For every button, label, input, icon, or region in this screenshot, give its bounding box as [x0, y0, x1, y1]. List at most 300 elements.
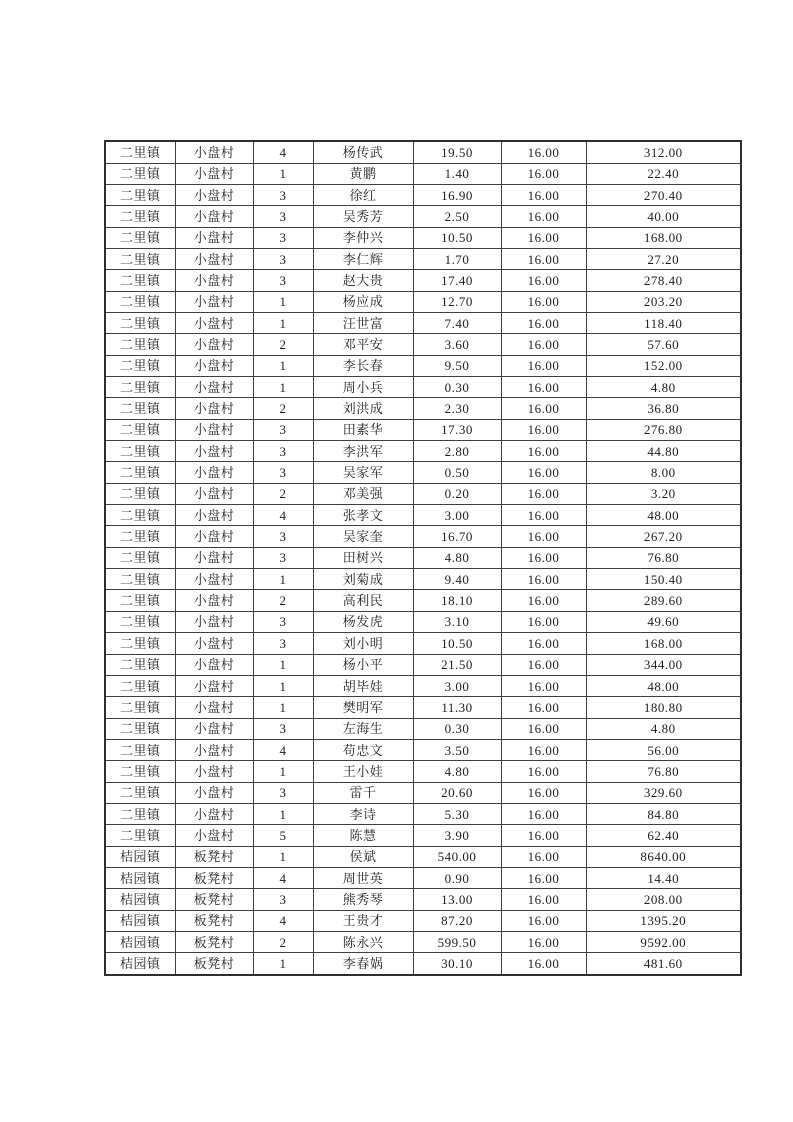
table-row [105, 718, 741, 739]
cell-count: 1 [253, 313, 313, 334]
cell-town: 二里镇 [105, 291, 175, 312]
table-body [105, 141, 741, 975]
cell-unit-price: 16.00 [501, 739, 586, 760]
cell-amount: 481.60 [586, 953, 741, 975]
cell-name: 张孝文 [313, 505, 413, 526]
cell-unit-price: 16.00 [501, 248, 586, 269]
cell-name: 汪世富 [313, 313, 413, 334]
cell-unit-price: 16.00 [501, 590, 586, 611]
cell-name: 左海生 [313, 718, 413, 739]
cell-town: 二里镇 [105, 675, 175, 696]
cell-quantity: 3.60 [413, 334, 501, 355]
table-row [105, 441, 741, 462]
cell-unit-price: 16.00 [501, 526, 586, 547]
cell-name: 李仲兴 [313, 227, 413, 248]
cell-count: 4 [253, 141, 313, 163]
cell-name: 周世英 [313, 867, 413, 888]
cell-unit-price: 16.00 [501, 846, 586, 867]
cell-quantity: 30.10 [413, 953, 501, 975]
cell-unit-price: 16.00 [501, 931, 586, 952]
cell-unit-price: 16.00 [501, 462, 586, 483]
table-row [105, 697, 741, 718]
cell-name: 陈永兴 [313, 931, 413, 952]
cell-count: 1 [253, 377, 313, 398]
cell-name: 田素华 [313, 419, 413, 440]
cell-name: 樊明军 [313, 697, 413, 718]
cell-quantity: 5.30 [413, 803, 501, 824]
cell-quantity: 2.50 [413, 206, 501, 227]
cell-unit-price: 16.00 [501, 419, 586, 440]
table-row [105, 633, 741, 654]
cell-count: 3 [253, 718, 313, 739]
cell-village: 板凳村 [175, 910, 253, 931]
cell-amount: 203.20 [586, 291, 741, 312]
cell-name: 杨应成 [313, 291, 413, 312]
cell-name: 邓美强 [313, 483, 413, 504]
table-row [105, 419, 741, 440]
cell-village: 板凳村 [175, 867, 253, 888]
cell-count: 3 [253, 782, 313, 803]
cell-unit-price: 16.00 [501, 761, 586, 782]
cell-count: 3 [253, 184, 313, 205]
cell-village: 小盘村 [175, 483, 253, 504]
cell-quantity: 3.00 [413, 505, 501, 526]
table-row [105, 547, 741, 568]
table-row [105, 334, 741, 355]
cell-name: 邓平安 [313, 334, 413, 355]
cell-amount: 27.20 [586, 248, 741, 269]
cell-amount: 8640.00 [586, 846, 741, 867]
cell-count: 5 [253, 825, 313, 846]
cell-village: 小盘村 [175, 334, 253, 355]
table-row [105, 590, 741, 611]
cell-amount: 49.60 [586, 611, 741, 632]
cell-name: 田树兴 [313, 547, 413, 568]
cell-town: 二里镇 [105, 782, 175, 803]
cell-village: 板凳村 [175, 953, 253, 975]
cell-count: 4 [253, 739, 313, 760]
cell-name: 胡毕娃 [313, 675, 413, 696]
cell-village: 小盘村 [175, 654, 253, 675]
table-row [105, 569, 741, 590]
cell-name: 侯斌 [313, 846, 413, 867]
cell-unit-price: 16.00 [501, 697, 586, 718]
cell-unit-price: 16.00 [501, 910, 586, 931]
table-row [105, 846, 741, 867]
cell-unit-price: 16.00 [501, 782, 586, 803]
cell-amount: 4.80 [586, 718, 741, 739]
cell-quantity: 0.20 [413, 483, 501, 504]
cell-unit-price: 16.00 [501, 953, 586, 975]
cell-count: 4 [253, 867, 313, 888]
cell-unit-price: 16.00 [501, 377, 586, 398]
cell-town: 二里镇 [105, 483, 175, 504]
cell-village: 板凳村 [175, 846, 253, 867]
cell-count: 1 [253, 291, 313, 312]
table-row [105, 291, 741, 312]
cell-village: 小盘村 [175, 633, 253, 654]
cell-village: 小盘村 [175, 526, 253, 547]
cell-amount: 22.40 [586, 163, 741, 184]
cell-village: 小盘村 [175, 419, 253, 440]
cell-unit-price: 16.00 [501, 141, 586, 163]
cell-town: 二里镇 [105, 697, 175, 718]
cell-name: 李春娲 [313, 953, 413, 975]
cell-count: 2 [253, 483, 313, 504]
cell-town: 二里镇 [105, 761, 175, 782]
cell-unit-price: 16.00 [501, 867, 586, 888]
cell-unit-price: 16.00 [501, 675, 586, 696]
cell-quantity: 21.50 [413, 654, 501, 675]
cell-amount: 1395.20 [586, 910, 741, 931]
cell-count: 1 [253, 675, 313, 696]
cell-name: 吴秀芳 [313, 206, 413, 227]
cell-amount: 76.80 [586, 761, 741, 782]
table-row [105, 206, 741, 227]
cell-village: 小盘村 [175, 355, 253, 376]
cell-count: 3 [253, 270, 313, 291]
table-row [105, 313, 741, 334]
cell-name: 杨小平 [313, 654, 413, 675]
cell-village: 小盘村 [175, 675, 253, 696]
cell-amount: 168.00 [586, 227, 741, 248]
cell-town: 桔园镇 [105, 867, 175, 888]
table-row [105, 782, 741, 803]
table-row [105, 825, 741, 846]
cell-village: 小盘村 [175, 398, 253, 419]
cell-quantity: 16.70 [413, 526, 501, 547]
cell-unit-price: 16.00 [501, 270, 586, 291]
cell-count: 3 [253, 441, 313, 462]
cell-town: 二里镇 [105, 825, 175, 846]
cell-quantity: 4.80 [413, 761, 501, 782]
cell-unit-price: 16.00 [501, 483, 586, 504]
cell-unit-price: 16.00 [501, 654, 586, 675]
cell-quantity: 10.50 [413, 633, 501, 654]
cell-quantity: 0.30 [413, 718, 501, 739]
cell-quantity: 10.50 [413, 227, 501, 248]
cell-name: 杨传武 [313, 141, 413, 163]
table-row [105, 462, 741, 483]
cell-count: 3 [253, 462, 313, 483]
cell-unit-price: 16.00 [501, 313, 586, 334]
table-row [105, 355, 741, 376]
cell-quantity: 3.50 [413, 739, 501, 760]
cell-village: 板凳村 [175, 931, 253, 952]
cell-name: 熊秀琴 [313, 889, 413, 910]
cell-town: 二里镇 [105, 441, 175, 462]
cell-name: 刘菊成 [313, 569, 413, 590]
cell-town: 二里镇 [105, 398, 175, 419]
cell-quantity: 540.00 [413, 846, 501, 867]
cell-count: 1 [253, 761, 313, 782]
cell-count: 3 [253, 419, 313, 440]
cell-name: 李仁辉 [313, 248, 413, 269]
cell-count: 2 [253, 590, 313, 611]
cell-village: 小盘村 [175, 141, 253, 163]
cell-town: 二里镇 [105, 355, 175, 376]
cell-quantity: 3.10 [413, 611, 501, 632]
cell-town: 二里镇 [105, 313, 175, 334]
cell-name: 刘洪成 [313, 398, 413, 419]
cell-town: 桔园镇 [105, 931, 175, 952]
cell-town: 二里镇 [105, 462, 175, 483]
cell-unit-price: 16.00 [501, 398, 586, 419]
table-row [105, 526, 741, 547]
cell-count: 3 [253, 633, 313, 654]
cell-town: 二里镇 [105, 377, 175, 398]
cell-count: 4 [253, 910, 313, 931]
cell-village: 小盘村 [175, 825, 253, 846]
cell-unit-price: 16.00 [501, 611, 586, 632]
cell-quantity: 3.00 [413, 675, 501, 696]
cell-count: 2 [253, 398, 313, 419]
cell-name: 吴家奎 [313, 526, 413, 547]
cell-quantity: 19.50 [413, 141, 501, 163]
table-row [105, 611, 741, 632]
cell-name: 陈慧 [313, 825, 413, 846]
cell-town: 二里镇 [105, 334, 175, 355]
cell-town: 二里镇 [105, 505, 175, 526]
cell-quantity: 20.60 [413, 782, 501, 803]
table-row [105, 270, 741, 291]
cell-count: 3 [253, 248, 313, 269]
payment-table [104, 140, 742, 976]
cell-village: 小盘村 [175, 697, 253, 718]
cell-count: 1 [253, 654, 313, 675]
cell-count: 1 [253, 163, 313, 184]
cell-town: 二里镇 [105, 654, 175, 675]
cell-town: 二里镇 [105, 227, 175, 248]
cell-amount: 62.40 [586, 825, 741, 846]
cell-name: 李诗 [313, 803, 413, 824]
cell-amount: 44.80 [586, 441, 741, 462]
cell-quantity: 9.40 [413, 569, 501, 590]
cell-unit-price: 16.00 [501, 803, 586, 824]
table-row [105, 803, 741, 824]
cell-amount: 152.00 [586, 355, 741, 376]
cell-town: 二里镇 [105, 270, 175, 291]
cell-name: 杨发虎 [313, 611, 413, 632]
cell-amount: 76.80 [586, 547, 741, 568]
cell-town: 二里镇 [105, 590, 175, 611]
cell-name: 周小兵 [313, 377, 413, 398]
cell-town: 二里镇 [105, 248, 175, 269]
cell-unit-price: 16.00 [501, 355, 586, 376]
cell-quantity: 18.10 [413, 590, 501, 611]
cell-village: 小盘村 [175, 739, 253, 760]
table-row [105, 141, 741, 163]
table-row [105, 739, 741, 760]
table-row [105, 248, 741, 269]
cell-quantity: 2.80 [413, 441, 501, 462]
cell-unit-price: 16.00 [501, 889, 586, 910]
cell-town: 桔园镇 [105, 889, 175, 910]
cell-amount: 48.00 [586, 505, 741, 526]
cell-quantity: 3.90 [413, 825, 501, 846]
cell-unit-price: 16.00 [501, 633, 586, 654]
cell-town: 二里镇 [105, 739, 175, 760]
cell-town: 二里镇 [105, 547, 175, 568]
cell-amount: 9592.00 [586, 931, 741, 952]
cell-amount: 150.40 [586, 569, 741, 590]
cell-quantity: 2.30 [413, 398, 501, 419]
cell-name: 李长春 [313, 355, 413, 376]
table-row [105, 483, 741, 504]
cell-town: 二里镇 [105, 419, 175, 440]
cell-village: 小盘村 [175, 462, 253, 483]
cell-village: 小盘村 [175, 377, 253, 398]
table-row [105, 505, 741, 526]
cell-village: 小盘村 [175, 313, 253, 334]
cell-count: 1 [253, 846, 313, 867]
cell-count: 1 [253, 355, 313, 376]
cell-unit-price: 16.00 [501, 547, 586, 568]
cell-village: 小盘村 [175, 761, 253, 782]
cell-town: 二里镇 [105, 141, 175, 163]
cell-unit-price: 16.00 [501, 334, 586, 355]
cell-town: 桔园镇 [105, 846, 175, 867]
cell-quantity: 16.90 [413, 184, 501, 205]
cell-village: 小盘村 [175, 718, 253, 739]
table-row [105, 227, 741, 248]
table-row [105, 953, 741, 975]
cell-unit-price: 16.00 [501, 227, 586, 248]
cell-quantity: 11.30 [413, 697, 501, 718]
cell-village: 小盘村 [175, 803, 253, 824]
cell-village: 小盘村 [175, 206, 253, 227]
cell-quantity: 17.40 [413, 270, 501, 291]
cell-village: 小盘村 [175, 590, 253, 611]
cell-amount: 329.60 [586, 782, 741, 803]
cell-village: 板凳村 [175, 889, 253, 910]
cell-quantity: 9.50 [413, 355, 501, 376]
cell-village: 小盘村 [175, 505, 253, 526]
cell-name: 黄鹏 [313, 163, 413, 184]
cell-name: 王小娃 [313, 761, 413, 782]
cell-quantity: 1.40 [413, 163, 501, 184]
cell-village: 小盘村 [175, 270, 253, 291]
cell-village: 小盘村 [175, 184, 253, 205]
cell-amount: 48.00 [586, 675, 741, 696]
cell-name: 赵大贵 [313, 270, 413, 291]
cell-village: 小盘村 [175, 569, 253, 590]
cell-town: 二里镇 [105, 206, 175, 227]
cell-village: 小盘村 [175, 227, 253, 248]
cell-amount: 3.20 [586, 483, 741, 504]
cell-amount: 267.20 [586, 526, 741, 547]
cell-amount: 289.60 [586, 590, 741, 611]
cell-unit-price: 16.00 [501, 206, 586, 227]
cell-name: 王贵才 [313, 910, 413, 931]
cell-village: 小盘村 [175, 441, 253, 462]
cell-quantity: 87.20 [413, 910, 501, 931]
cell-amount: 36.80 [586, 398, 741, 419]
table-row [105, 398, 741, 419]
cell-count: 4 [253, 505, 313, 526]
cell-name: 徐红 [313, 184, 413, 205]
cell-amount: 312.00 [586, 141, 741, 163]
cell-unit-price: 16.00 [501, 441, 586, 462]
cell-amount: 57.60 [586, 334, 741, 355]
cell-unit-price: 16.00 [501, 505, 586, 526]
cell-amount: 4.80 [586, 377, 741, 398]
table-row [105, 654, 741, 675]
cell-amount: 56.00 [586, 739, 741, 760]
cell-town: 桔园镇 [105, 953, 175, 975]
cell-village: 小盘村 [175, 163, 253, 184]
cell-amount: 40.00 [586, 206, 741, 227]
cell-town: 二里镇 [105, 718, 175, 739]
cell-count: 3 [253, 206, 313, 227]
cell-quantity: 17.30 [413, 419, 501, 440]
cell-count: 1 [253, 803, 313, 824]
cell-count: 1 [253, 569, 313, 590]
table-row [105, 184, 741, 205]
cell-town: 二里镇 [105, 803, 175, 824]
cell-quantity: 0.30 [413, 377, 501, 398]
cell-name: 李洪军 [313, 441, 413, 462]
cell-village: 小盘村 [175, 611, 253, 632]
table-row [105, 761, 741, 782]
cell-amount: 8.00 [586, 462, 741, 483]
cell-village: 小盘村 [175, 547, 253, 568]
cell-village: 小盘村 [175, 248, 253, 269]
cell-quantity: 1.70 [413, 248, 501, 269]
table-row [105, 889, 741, 910]
cell-name: 吴家军 [313, 462, 413, 483]
table-row [105, 910, 741, 931]
cell-count: 3 [253, 526, 313, 547]
table-row [105, 675, 741, 696]
cell-count: 3 [253, 547, 313, 568]
cell-amount: 14.40 [586, 867, 741, 888]
cell-village: 小盘村 [175, 782, 253, 803]
cell-quantity: 0.90 [413, 867, 501, 888]
cell-amount: 118.40 [586, 313, 741, 334]
cell-quantity: 0.50 [413, 462, 501, 483]
cell-quantity: 4.80 [413, 547, 501, 568]
cell-count: 3 [253, 227, 313, 248]
cell-count: 1 [253, 953, 313, 975]
cell-village: 小盘村 [175, 291, 253, 312]
cell-town: 桔园镇 [105, 910, 175, 931]
cell-count: 2 [253, 931, 313, 952]
table-row [105, 377, 741, 398]
cell-count: 2 [253, 334, 313, 355]
table-row [105, 163, 741, 184]
cell-count: 1 [253, 697, 313, 718]
cell-quantity: 13.00 [413, 889, 501, 910]
cell-town: 二里镇 [105, 163, 175, 184]
cell-town: 二里镇 [105, 526, 175, 547]
cell-count: 3 [253, 611, 313, 632]
cell-name: 苟忠文 [313, 739, 413, 760]
cell-unit-price: 16.00 [501, 569, 586, 590]
cell-name: 雷千 [313, 782, 413, 803]
cell-amount: 278.40 [586, 270, 741, 291]
cell-amount: 84.80 [586, 803, 741, 824]
cell-amount: 344.00 [586, 654, 741, 675]
cell-amount: 276.80 [586, 419, 741, 440]
cell-town: 二里镇 [105, 633, 175, 654]
cell-name: 刘小明 [313, 633, 413, 654]
cell-quantity: 12.70 [413, 291, 501, 312]
cell-unit-price: 16.00 [501, 184, 586, 205]
cell-unit-price: 16.00 [501, 163, 586, 184]
cell-count: 3 [253, 889, 313, 910]
cell-quantity: 599.50 [413, 931, 501, 952]
